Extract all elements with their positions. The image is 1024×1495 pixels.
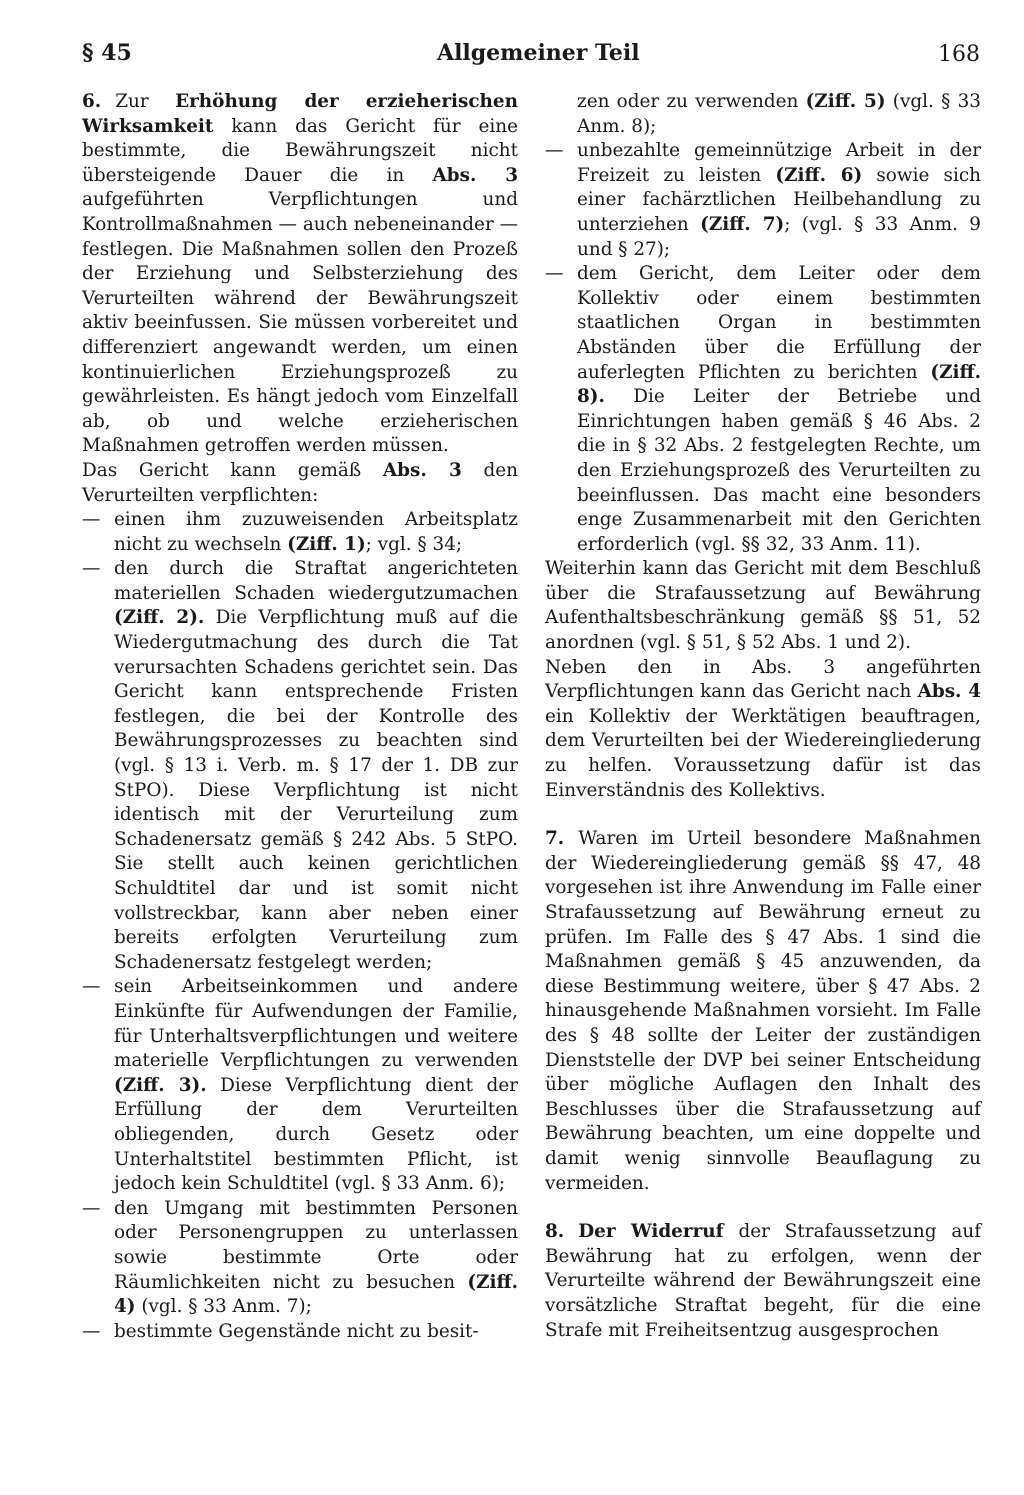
text: aufgeführten Verpflichtungen und Kontrollmaßnahmen — auch nebeneinander — festlegen. Die Maßnahmen sollen den Prozeß der Erziehung und Selbsterziehung des Verurteilten während der Bewährungszeit aktiv beeinfussen. Sie müssen vorbereitet und differenziert angewandt werden, um einen kontinuierlichen Erziehungsprozeß zu gewährleisten. Es hängt jedoch vom Einzelfall ab, ob und welche erzieherischen Maßnahmen getroffen werden müssen.	[82, 189, 518, 457]
text: den durch die Straftat angerichteten materiellen Schaden wiedergutzumachen	[114, 558, 518, 604]
text: der Strafaussetzung auf Bewährung hat zu erfolgen, wenn der Verurteilte während der Bewährungszeit eine vorsätzliche Straftat begeht, für die eine Strafe mit Freiheitsentzug ausgesprochen	[545, 1221, 981, 1341]
text: (vgl. § 33 Anm. 8);	[577, 91, 982, 137]
text: kann das Gericht für eine bestimmte, die Bewährungszeit nicht übersteigende Dauer die in	[82, 115, 518, 186]
text: Zur	[115, 91, 176, 112]
dash-bullet: —	[82, 509, 101, 531]
paragraph-8	[545, 1220, 981, 1343]
paragraph-weiterhin: Weiterhin kann das Gericht mit dem Beschluß über die Strafaussetzung auf Bewährung Aufenthaltsbeschränkung gemäß §§ 51, 52 anordnen (vgl. § 51, § 52 Abs. 1 und 2).	[545, 558, 981, 654]
text: Das Gericht kann gemäß	[82, 459, 383, 481]
dash-bullet: —	[82, 1197, 101, 1219]
text: ein Kollektiv der Werktätigen beauftragen, dem Verurteilten bei der Wiedereingliederung zu helfen. Voraussetzung dafür ist das Einverständnis des Kollektivs.	[545, 705, 981, 801]
text: Die Leiter der Betriebe und Einrichtungen haben gemäß § 46 Abs. 2 die in § 32 Abs. 2 festgelegten Rechte, um den Erziehungsprozeß des Verurteilten zu beeinflussen. Das macht eine besonders enge Zusammenarbeit mit den Gerichten erforderlich (vgl. §§ 32, 33 Anm. 11).	[577, 386, 981, 555]
list-item	[82, 557, 518, 975]
text: Diese Verpflichtung dient der Erfüllung der dem Verurteilten obliegenden, durch Gesetz oder Unterhaltstitel bestimmten Pflicht, ist jedoch kein Schuldtitel (vgl. § 33 Anm. 6);	[114, 1074, 518, 1195]
text: sowie sich einer fachärztlichen Heilbehandlung zu unterziehen	[577, 164, 981, 235]
bold-reference: (Ziff. 1)	[287, 533, 366, 555]
text: ; vgl. § 34;	[365, 533, 463, 555]
bold-term: Erhöhung der erzieherischen Wirksamkeit	[82, 91, 518, 137]
bold-reference: (Ziff. 6)	[775, 164, 863, 186]
list-item	[545, 262, 981, 557]
dash-bullet: —	[82, 558, 101, 580]
dash-bullet: —	[545, 140, 564, 162]
paragraph-number: 7.	[545, 828, 565, 850]
bold-reference: (Ziff. 3).	[114, 1074, 207, 1096]
list-item	[545, 139, 981, 262]
list-item	[82, 508, 518, 557]
left-column	[82, 90, 518, 1344]
text: zen oder zu verwenden	[577, 91, 806, 112]
right-column	[545, 90, 981, 1343]
bold-reference: Abs. 3	[432, 164, 518, 186]
bold-reference: (Ziff. 5)	[805, 91, 886, 112]
text: einen ihm zuzuweisenden Arbeitsplatz nicht zu wechseln	[114, 509, 518, 555]
text: den Umgang mit bestimmten Personen oder Personengruppen zu unterlassen sowie bestimmte Orte oder Räumlichkeiten nicht zu besuchen	[114, 1197, 518, 1293]
text: Die Verpflichtung muß auf die Wiedergutmachung des durch die Tat verursachten Schadens gerichtet sein. Das Gericht kann entsprechende Fristen festlegen, die bei der Kontrolle des Bewährungsprozesses zu beachten sind (vgl. § 13 i. Verb. m. § 17 der 1. DB zur StPO). Diese Verpflichtung ist nicht identisch mit der Verurteilung zum Schadenersatz gemäß § 242 Abs. 5 StPO. Sie stellt auch keinen gerichtlichen Schuldtitel dar und ist somit nicht vollstreckbar, kann aber neben einer bereits erfolgten Verurteilung zum Schadenersatz festgelegt werden;	[114, 607, 518, 973]
text: Waren im Urteil besondere Maßnahmen der Wiedereingliederung gemäß §§ 47, 48 vorgesehen ist ihre Anwendung im Falle einer Strafaussetzung auf Bewährung erneut zu prüfen. Im Falle des § 47 Abs. 1 sind die Maßnahmen gemäß § 45 anzuwenden, da diese Bestimmung weitere, über § 47 Abs. 2 hinausgehende Maßnahmen vorsieht. Im Falle des § 48 sollte der Leiter der zuständigen Dienststelle der DVP bei seiner Entscheidung über mögliche Auflagen den Inhalt des Beschlusses über die Strafaussetzung auf Bewährung beachten, um eine doppelte und damit wenig sinnvolle Beauflagung zu vermeiden.	[545, 828, 981, 1194]
text: sein Arbeitseinkommen und andere Einkünfte für Aufwendungen der Familie, für Unterhaltsverpflichtungen und weitere materielle Verpflichtungen zu verwenden	[114, 976, 518, 1072]
list-item	[82, 1197, 518, 1320]
bold-reference: Abs. 4	[917, 681, 981, 703]
text: unbezahlte gemeinnützige Arbeit in der Freizeit zu leisten	[577, 140, 981, 186]
obligation-list-continued	[545, 139, 981, 557]
text: dem Gericht, dem Leiter oder dem Kollektiv oder einem bestimmten staatlichen Organ in bestimmten Abständen über die Erfüllung der auferlegten Pflichten zu berichten	[577, 263, 981, 383]
text: bestimmte Gegenstände nicht zu besit-	[114, 1320, 479, 1342]
bold-reference: Abs. 3	[382, 459, 462, 481]
paragraph-6	[82, 90, 518, 459]
page-number: 168	[938, 42, 980, 67]
list-item	[82, 1320, 518, 1345]
text: ; (vgl. § 33 Anm. 9 und § 27);	[577, 213, 981, 260]
bold-reference: (Ziff. 7)	[700, 213, 785, 235]
text: Neben den in Abs. 3 angeführten Verpflichtungen kann das Gericht nach	[545, 656, 981, 703]
paragraph-number: 6.	[82, 91, 102, 112]
section-marker: § 45	[82, 40, 132, 66]
text: (vgl. § 33 Anm. 7);	[135, 1296, 312, 1318]
text: den Verurteilten verpflichten:	[82, 459, 518, 506]
dash-bullet: —	[82, 976, 101, 998]
page-header	[82, 40, 982, 80]
bold-reference: (Ziff. 8).	[577, 361, 981, 408]
paragraph-number: 8.	[545, 1221, 565, 1243]
bold-reference: (Ziff. 4)	[114, 1271, 518, 1318]
list-item-continuation	[545, 90, 981, 139]
obligation-list	[82, 508, 518, 1344]
intro-paragraph	[82, 459, 518, 508]
running-title: Allgemeiner Teil	[437, 40, 640, 66]
dash-bullet: —	[82, 1320, 101, 1342]
paragraph-7	[545, 827, 981, 1196]
paragraph-neben	[545, 656, 981, 804]
list-item	[82, 975, 518, 1196]
bold-term: Der Widerruf	[578, 1221, 724, 1243]
bold-reference: (Ziff. 2).	[114, 607, 205, 629]
dash-bullet: —	[545, 263, 564, 285]
